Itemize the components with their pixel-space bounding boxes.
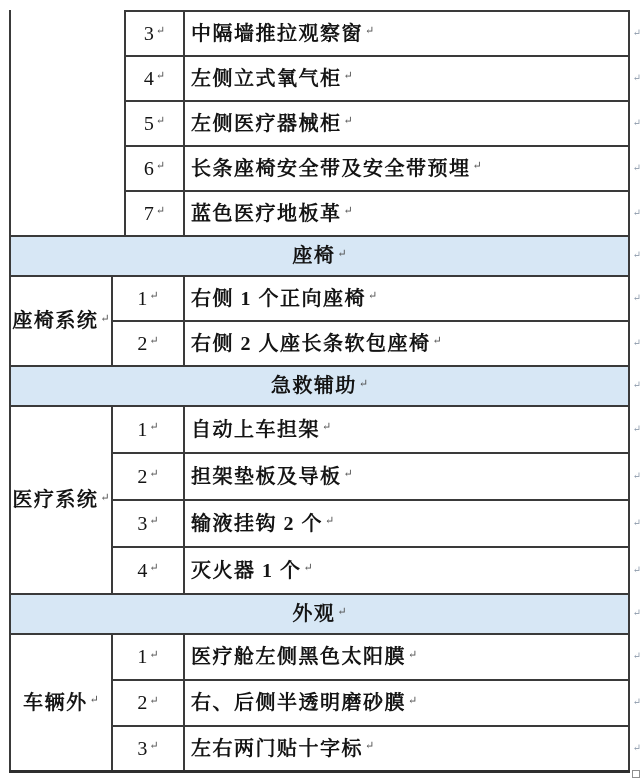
row-text-cell (183, 145, 641, 190)
return-mark-icon: ↵ (155, 25, 166, 37)
return-mark-icon: ↵ (343, 70, 353, 82)
row-number-cell (124, 55, 183, 100)
return-mark-icon: ↵ (149, 290, 159, 302)
category-label: 医疗系统 (12, 489, 99, 511)
return-mark-icon: ↵ (337, 605, 347, 618)
table-section (9, 10, 641, 235)
row-end-mark-icon: ↵ (632, 651, 641, 662)
category-label: 车辆外 (23, 691, 88, 714)
return-mark-icon: ↵ (89, 694, 99, 706)
row-number: 2 (137, 332, 148, 355)
return-mark-icon: ↵ (155, 205, 166, 217)
row-end-mark-icon: ↵ (632, 207, 641, 219)
return-mark-icon: ↵ (149, 515, 159, 527)
return-mark-icon: ↵ (149, 562, 159, 574)
row-text-cell (183, 320, 641, 365)
row-text-cell (183, 100, 641, 145)
row-end-mark-icon: ↵ (632, 117, 641, 129)
row-text: 医疗舱左侧黑色太阳膜 (191, 646, 406, 668)
table-section (9, 405, 641, 593)
band-title: 急救辅助 (270, 375, 357, 397)
row-text-cell (183, 499, 641, 546)
row-number-cell (111, 633, 183, 679)
return-mark-icon: ↵ (337, 247, 347, 260)
row-number-cell (111, 405, 183, 452)
row-text: 自动上车担架 (191, 418, 320, 441)
row-text: 左侧医疗器械柜 (191, 112, 342, 135)
row-number-cell (111, 679, 183, 725)
row-number: 5 (143, 112, 154, 135)
return-mark-icon: ↵ (149, 648, 159, 661)
row-number: 1 (137, 418, 148, 441)
return-mark-icon: ↵ (343, 468, 353, 480)
return-mark-icon: ↵ (149, 694, 159, 707)
row-number-cell (111, 452, 183, 499)
row-number: 4 (143, 67, 154, 90)
row-number: 2 (137, 465, 148, 488)
row-text: 中隔墙推拉观察窗 (191, 22, 363, 45)
return-mark-icon: ↵ (358, 377, 369, 390)
row-end-mark-icon: ↵ (632, 250, 641, 261)
row-text-cell (183, 10, 641, 55)
category-cell (9, 405, 111, 593)
row-end-mark-icon: ↵ (632, 697, 641, 708)
return-mark-icon: ↵ (303, 562, 313, 574)
row-text: 右侧 1 个正向座椅 (191, 287, 366, 310)
row-number-cell (124, 10, 183, 55)
return-mark-icon: ↵ (322, 421, 332, 433)
return-mark-icon: ↵ (343, 115, 353, 127)
row-end-mark-icon: ↵ (632, 608, 641, 619)
section-band (9, 593, 641, 633)
row-number: 3 (137, 737, 148, 760)
return-mark-icon: ↵ (149, 421, 159, 433)
row-end-mark-icon: ↵ (632, 292, 641, 304)
row-text-cell (183, 452, 641, 499)
row-text: 担架垫板及导板 (191, 465, 342, 488)
row-end-mark-icon: ↵ (632, 742, 641, 754)
band-title: 座椅 (292, 245, 336, 267)
return-mark-icon: ↵ (472, 160, 482, 172)
row-text: 左右两门贴十字标 (191, 737, 363, 760)
row-number: 2 (137, 692, 148, 714)
row-number-cell (111, 320, 183, 365)
row-end-mark-icon: ↵ (632, 564, 641, 576)
row-end-mark-icon: ↵ (632, 72, 641, 84)
table-section (9, 633, 641, 770)
category-cell (9, 10, 124, 235)
row-text-cell (183, 55, 641, 100)
return-mark-icon: ↵ (149, 468, 159, 480)
row-number-cell (124, 145, 183, 190)
row-number: 1 (137, 646, 148, 668)
row-text-cell (183, 633, 641, 679)
row-number: 4 (137, 559, 148, 582)
row-text-cell (183, 275, 641, 320)
category-cell (9, 275, 111, 365)
return-mark-icon: ↵ (100, 491, 110, 504)
return-mark-icon: ↵ (408, 648, 418, 661)
row-text-cell (183, 725, 641, 770)
section-band (9, 235, 641, 275)
return-mark-icon: ↵ (155, 160, 166, 172)
row-text-cell (183, 405, 641, 452)
row-number: 7 (143, 202, 154, 225)
table-resize-handle-icon (632, 770, 640, 778)
return-mark-icon: ↵ (155, 70, 166, 82)
row-end-mark-icon: ↵ (632, 423, 641, 435)
return-mark-icon: ↵ (149, 335, 159, 347)
row-number-cell (111, 546, 183, 593)
row-number-cell (111, 275, 183, 320)
return-mark-icon: ↵ (100, 312, 110, 325)
return-mark-icon: ↵ (155, 115, 166, 127)
row-number-cell (111, 725, 183, 770)
row-text: 灭火器 1 个 (191, 559, 302, 582)
return-mark-icon: ↵ (432, 335, 442, 347)
return-mark-icon: ↵ (343, 205, 353, 217)
row-end-mark-icon: ↵ (632, 337, 641, 349)
return-mark-icon: ↵ (325, 515, 335, 527)
section-band (9, 365, 641, 405)
row-text: 左侧立式氧气柜 (191, 67, 342, 90)
row-text: 蓝色医疗地板革 (191, 202, 342, 225)
return-mark-icon: ↵ (365, 740, 375, 752)
equipment-spec-table (9, 10, 641, 773)
row-end-mark-icon: ↵ (632, 470, 641, 482)
category-cell (9, 633, 111, 770)
row-end-mark-icon: ↵ (632, 27, 641, 39)
row-number-cell (111, 499, 183, 546)
table-section (9, 275, 641, 365)
row-number: 1 (137, 287, 148, 310)
row-end-mark-icon: ↵ (632, 380, 641, 391)
row-number: 3 (143, 22, 154, 45)
return-mark-icon: ↵ (408, 694, 418, 707)
row-text: 右侧 2 人座长条软包座椅 (191, 332, 431, 355)
row-text: 长条座椅安全带及安全带预埋 (191, 157, 471, 180)
row-number-cell (124, 190, 183, 235)
row-text: 右、后侧半透明磨砂膜 (191, 692, 406, 714)
return-mark-icon: ↵ (149, 740, 159, 752)
row-text-cell (183, 679, 641, 725)
row-number: 3 (137, 512, 148, 535)
row-end-mark-icon: ↵ (632, 517, 641, 529)
return-mark-icon: ↵ (365, 25, 375, 37)
row-text-cell (183, 546, 641, 593)
return-mark-icon: ↵ (368, 290, 378, 302)
row-text: 输液挂钩 2 个 (191, 512, 323, 535)
category-label: 座椅系统 (12, 310, 99, 332)
row-number-cell (124, 100, 183, 145)
band-title: 外观 (292, 603, 336, 625)
row-text-cell (183, 190, 641, 235)
row-number: 6 (143, 157, 154, 180)
row-end-mark-icon: ↵ (632, 162, 641, 174)
